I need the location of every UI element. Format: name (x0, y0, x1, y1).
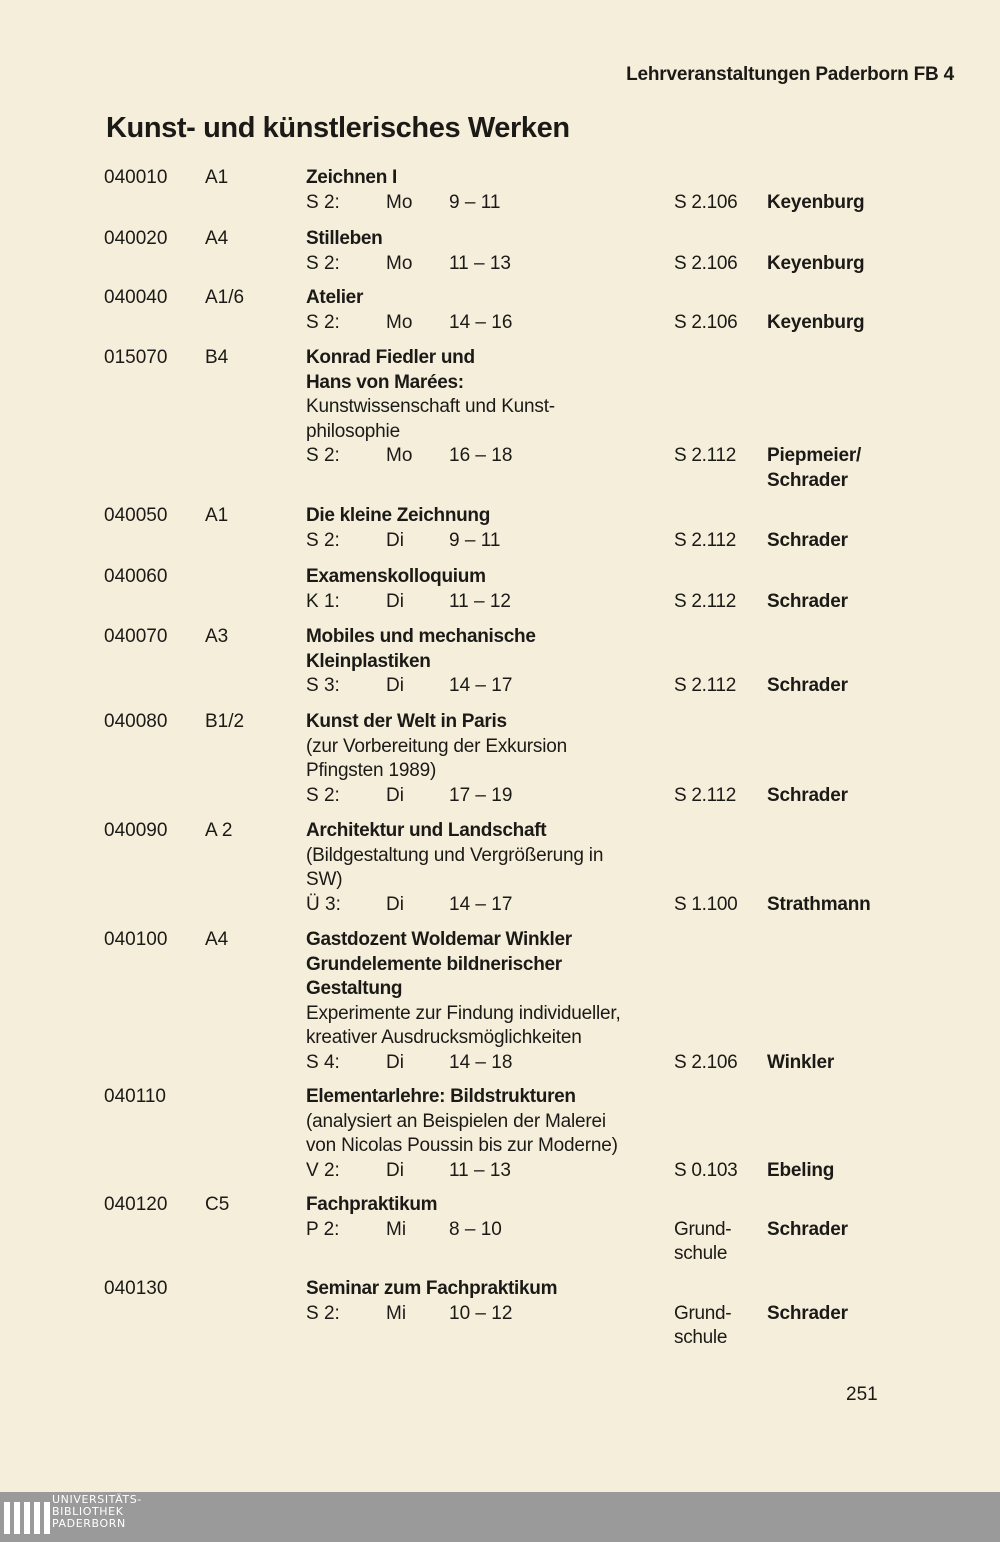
course-description-line: SW) (306, 869, 343, 890)
course-day: Di (386, 529, 404, 551)
course-type-hours: S 2: (306, 1302, 340, 1324)
course-type-hours: S 2: (306, 445, 340, 466)
section-title: Kunst- und künstlerisches Werken (106, 112, 570, 144)
course-body (306, 504, 666, 553)
course-time: 8 – 10 (449, 1218, 502, 1240)
course-number: 040020 (104, 228, 168, 249)
course-title-line: Zeichnen I (306, 167, 397, 188)
course-type-hours: S 3: (306, 675, 340, 696)
course-time: 14 – 17 (449, 893, 513, 915)
course-code: A1/6 (205, 287, 245, 308)
library-logo-line: BIBLIOTHEK (52, 1505, 124, 1518)
course-body (306, 227, 666, 276)
course-description-line: kreativer Ausdrucksmöglichkeiten (306, 1027, 582, 1048)
course-lecturer-line: Piepmeier/ (767, 445, 862, 466)
course-schedule (306, 311, 666, 336)
page-number: 251 (846, 1384, 878, 1405)
course-schedule (306, 529, 666, 554)
course-title-line: Elementarlehre: Bildstrukturen (306, 1086, 576, 1107)
course-type-hours: V 2: (306, 1159, 340, 1181)
course-room (674, 784, 764, 809)
course-day: Mi (386, 1218, 407, 1240)
course-room-line: S 2.112 (674, 529, 736, 551)
course-room (674, 444, 764, 469)
course-body (306, 928, 666, 1075)
course-time: 9 – 11 (449, 191, 501, 213)
course-day: Mo (386, 445, 413, 466)
course-type-hours: S 2: (306, 784, 340, 806)
course-room (674, 529, 764, 554)
course-room-line: S 2.112 (674, 590, 736, 612)
course-title-line: Gestaltung (306, 978, 403, 999)
course-type-hours: S 2: (306, 252, 340, 274)
course-room-line: S 2.106 (674, 1051, 738, 1073)
course-title-line: Konrad Fiedler und (306, 347, 475, 368)
course-number: 015070 (104, 347, 168, 368)
course-room (674, 893, 764, 918)
course-type-hours: P 2: (306, 1218, 340, 1240)
course-room-line: S 2.106 (674, 191, 738, 213)
course-room-line: S 1.100 (674, 893, 738, 915)
course-room-line: Grund- (674, 1302, 732, 1324)
course-time: 9 – 11 (449, 529, 501, 551)
course-room-line: schule (674, 1327, 728, 1348)
course-time: 14 – 16 (449, 311, 513, 333)
course-number: 040010 (104, 167, 168, 188)
course-code: A4 (205, 929, 229, 950)
course-description-line: Kunstwissenschaft und Kunst- (306, 396, 555, 417)
course-code: A3 (205, 626, 229, 647)
course-day: Di (386, 1051, 404, 1073)
course-room (674, 252, 764, 277)
course-room-line: schule (674, 1243, 728, 1264)
course-schedule (306, 784, 666, 809)
course-lecturer-line: Strathmann (767, 893, 871, 915)
course-title-line: Die kleine Zeichnung (306, 505, 491, 526)
course-description-line: (zur Vorbereitung der Exkursion (306, 735, 567, 757)
course-schedule (306, 1159, 666, 1184)
course-description-line: von Nicolas Poussin bis zur Moderne) (306, 1135, 618, 1156)
course-number: 040110 (104, 1086, 166, 1107)
course-day: Di (386, 893, 404, 915)
course-room-line: Grund- (674, 1218, 732, 1240)
course-schedule (306, 1218, 666, 1243)
course-title-line: Examenskolloquium (306, 566, 486, 587)
course-room (674, 674, 764, 699)
course-room-line: S 2.112 (674, 675, 736, 696)
course-room (674, 1051, 764, 1076)
course-type-hours: S 2: (306, 311, 340, 333)
course-body (306, 346, 666, 469)
course-lecturer-line: Schrader (767, 675, 848, 696)
course-schedule (306, 1302, 666, 1327)
course-type-hours: Ü 3: (306, 893, 341, 915)
course-day: Di (386, 590, 404, 612)
course-time: 10 – 12 (449, 1302, 513, 1324)
course-lecturer (767, 191, 897, 216)
course-lecturer (767, 1218, 897, 1243)
course-title-line: Architektur und Landschaft (306, 820, 547, 841)
course-type-hours: S 2: (306, 529, 340, 551)
course-body (306, 565, 666, 614)
course-lecturer (767, 784, 897, 809)
course-room-line: S 2.106 (674, 252, 738, 274)
course-lecturer (767, 529, 897, 554)
course-lecturer-line: Schrader (767, 469, 848, 491)
course-time: 11 – 13 (449, 252, 511, 274)
course-lecturer (767, 674, 897, 699)
course-lecturer (767, 1159, 897, 1184)
course-number: 040070 (104, 626, 168, 647)
course-title-line: Atelier (306, 287, 364, 308)
course-time: 14 – 17 (449, 675, 513, 696)
course-room-line: S 2.106 (674, 311, 738, 333)
course-description-line: (Bildgestaltung und Vergrößerung in (306, 844, 604, 866)
course-body (306, 286, 666, 335)
course-lecturer (767, 444, 897, 493)
course-code: A4 (205, 228, 229, 249)
course-time: 17 – 19 (449, 784, 513, 806)
course-number: 040100 (104, 929, 168, 950)
running-head: Lehrveranstaltungen Paderborn FB 4 (626, 64, 954, 85)
library-logo-line: PADERBORN (52, 1517, 126, 1530)
course-lecturer-line: Schrader (767, 590, 848, 612)
course-schedule (306, 252, 666, 277)
course-body (306, 1193, 666, 1242)
course-lecturer-line: Keyenburg (767, 191, 865, 213)
course-lecturer-line: Winkler (767, 1051, 835, 1073)
course-title-line: Kleinplastiken (306, 650, 431, 672)
course-body (306, 1277, 666, 1326)
course-time: 16 – 18 (449, 445, 513, 466)
course-number: 040040 (104, 287, 168, 308)
course-time: 11 – 12 (449, 590, 511, 612)
course-title-line: Fachpraktikum (306, 1194, 438, 1215)
course-lecturer-line: Schrader (767, 784, 848, 806)
course-type-hours: S 2: (306, 191, 340, 213)
course-time: 11 – 13 (449, 1159, 511, 1181)
course-schedule (306, 893, 666, 918)
course-day: Mo (386, 311, 413, 333)
course-room-line: S 0.103 (674, 1159, 738, 1181)
library-logo-icon (4, 1502, 50, 1536)
course-code: A 2 (205, 820, 233, 841)
course-number: 040130 (104, 1278, 168, 1299)
course-title-line: Gastdozent Woldemar Winkler (306, 929, 572, 950)
course-title-line: Stilleben (306, 228, 383, 249)
course-lecturer-line: Schrader (767, 1218, 848, 1240)
course-description-line: philosophie (306, 420, 400, 442)
course-lecturer-line: Schrader (767, 529, 848, 551)
course-lecturer (767, 590, 897, 615)
course-lecturer (767, 252, 897, 277)
course-room (674, 590, 764, 615)
course-number: 040090 (104, 820, 168, 841)
course-body (306, 166, 666, 215)
course-description-line: Pfingsten 1989) (306, 760, 437, 781)
course-day: Di (386, 784, 404, 806)
course-lecturer-line: Ebeling (767, 1159, 835, 1181)
course-lecturer (767, 1051, 897, 1076)
course-title-line: Hans von Marées: (306, 371, 464, 393)
course-code: B4 (205, 347, 229, 368)
course-schedule (306, 590, 666, 615)
course-schedule (306, 191, 666, 216)
course-schedule (306, 444, 666, 469)
course-body (306, 710, 666, 808)
course-description-line: (analysiert an Beispielen der Malerei (306, 1110, 606, 1132)
course-day: Mo (386, 252, 413, 274)
course-room (674, 1218, 764, 1267)
course-day: Mo (386, 191, 413, 213)
course-room (674, 191, 764, 216)
course-lecturer (767, 893, 897, 918)
course-lecturer-line: Keyenburg (767, 311, 865, 333)
course-number: 040080 (104, 711, 168, 732)
course-body (306, 819, 666, 917)
course-number: 040120 (104, 1194, 168, 1215)
course-room-line: S 2.112 (674, 784, 736, 806)
course-description-line: Experimente zur Findung individueller, (306, 1002, 621, 1024)
course-code: B1/2 (205, 711, 245, 732)
library-logo-line: UNIVERSITÄTS- (52, 1493, 142, 1506)
course-day: Di (386, 675, 404, 696)
course-room (674, 311, 764, 336)
course-room (674, 1159, 764, 1184)
course-type-hours: S 4: (306, 1051, 340, 1073)
course-lecturer-line: Schrader (767, 1302, 848, 1324)
course-number: 040050 (104, 505, 168, 526)
course-type-hours: K 1: (306, 590, 340, 612)
library-footer-bar (0, 1492, 1000, 1542)
course-lecturer-line: Keyenburg (767, 252, 865, 274)
course-body (306, 1085, 666, 1183)
course-lecturer (767, 1302, 897, 1327)
course-title-line: Grundelemente bildnerischer (306, 953, 562, 975)
course-title-line: Mobiles und mechanische (306, 626, 536, 647)
course-time: 14 – 18 (449, 1051, 513, 1073)
course-schedule (306, 1051, 666, 1076)
course-code: A1 (205, 505, 229, 526)
course-schedule (306, 674, 666, 699)
course-lecturer (767, 311, 897, 336)
course-code: A1 (205, 167, 229, 188)
course-room (674, 1302, 764, 1351)
course-title-line: Seminar zum Fachpraktikum (306, 1278, 558, 1299)
course-day: Di (386, 1159, 404, 1181)
course-title-line: Kunst der Welt in Paris (306, 711, 507, 732)
course-body (306, 625, 666, 699)
course-day: Mi (386, 1302, 407, 1324)
course-code: C5 (205, 1194, 230, 1215)
course-number: 040060 (104, 566, 168, 587)
library-logo-text (52, 1494, 142, 1530)
course-room-line: S 2.112 (674, 445, 736, 466)
